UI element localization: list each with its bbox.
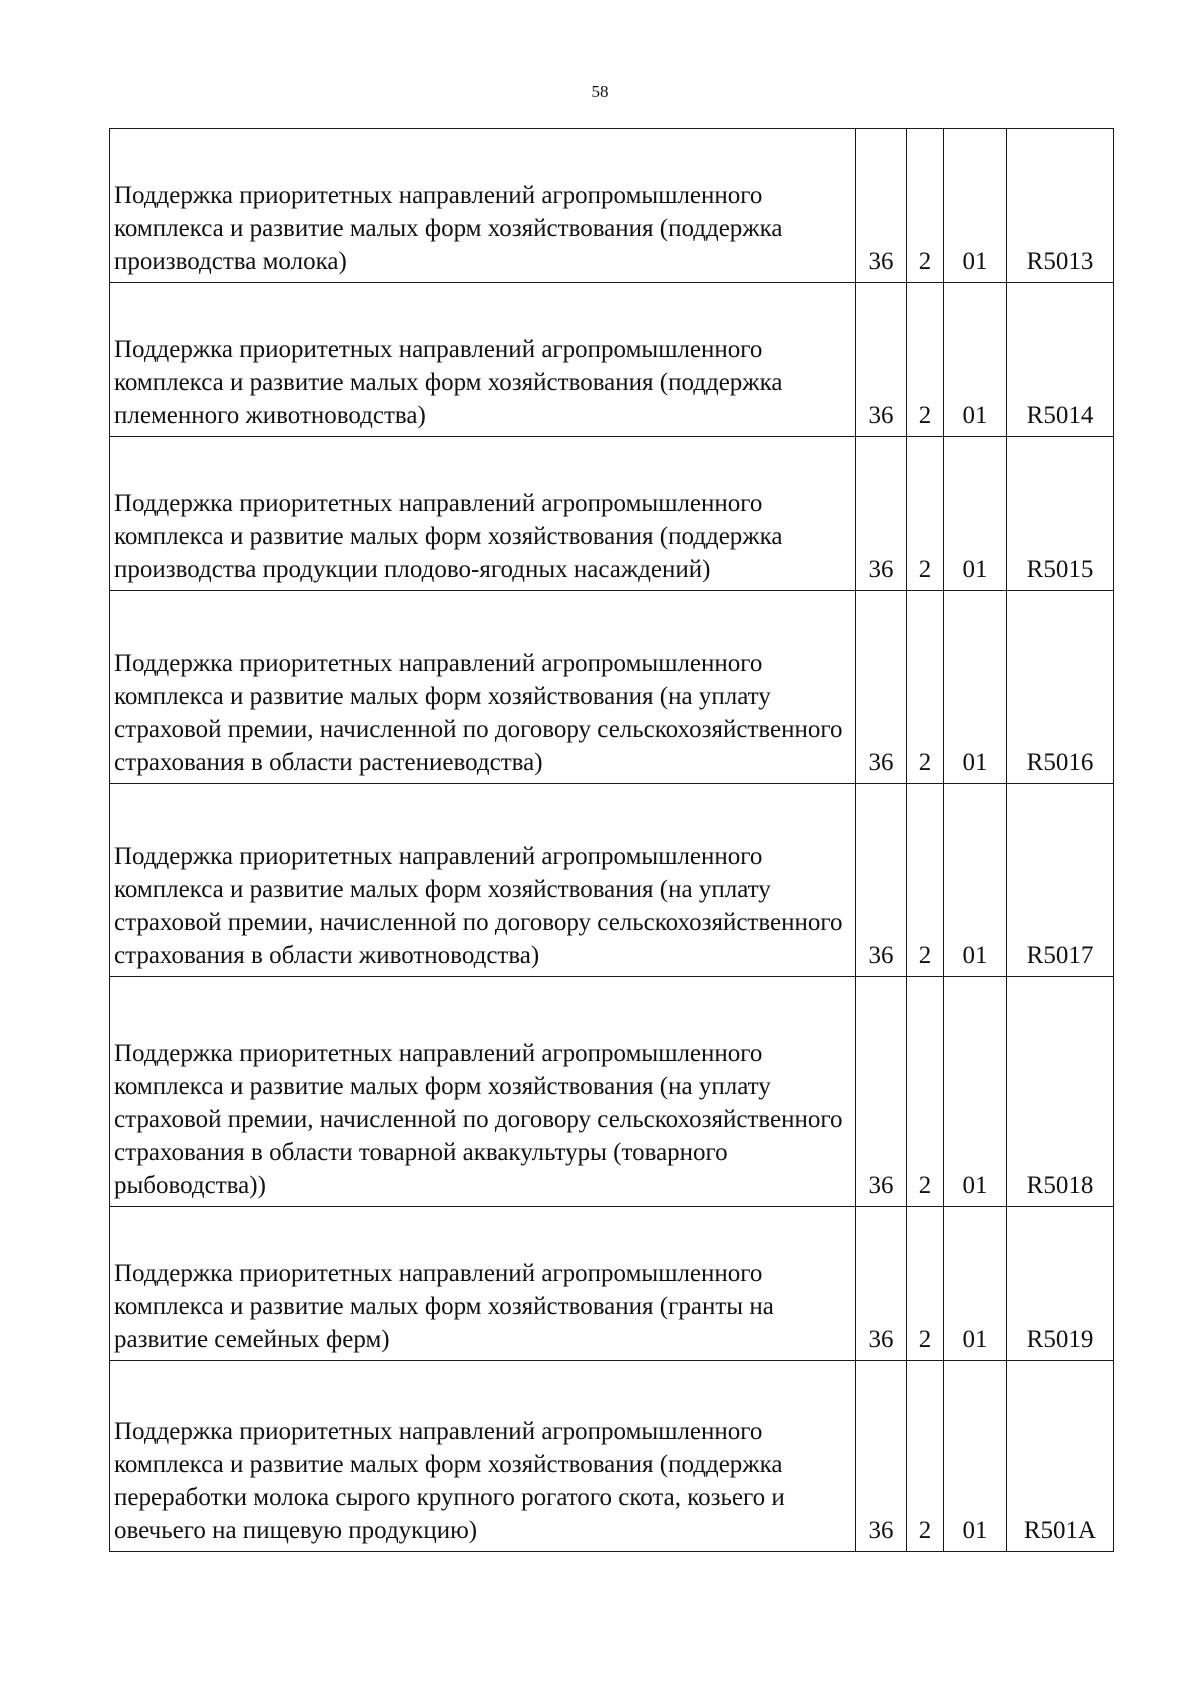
- subprogram-code: 2: [907, 977, 944, 1207]
- table-row: [110, 1361, 1114, 1552]
- ministry-code: 36: [856, 437, 907, 591]
- table-row: [110, 283, 1114, 437]
- program-name: Поддержка приоритетных направлений агропромышленного комплекса и развитие малых форм хозяйствования (на уплату страховой премии, начисленной по договору сельскохозяйственного страхования в области товарной аквакультуры (товарного рыбоводства)): [110, 977, 856, 1207]
- event-code: 01: [944, 977, 1007, 1207]
- ministry-code: 36: [856, 283, 907, 437]
- direction-code: R5014: [1007, 283, 1114, 437]
- subprogram-code: 2: [907, 283, 944, 437]
- direction-code: R5016: [1007, 591, 1114, 784]
- subprogram-code: 2: [907, 784, 944, 977]
- event-code: 01: [944, 283, 1007, 437]
- direction-code: R5013: [1007, 129, 1114, 283]
- ministry-code: 36: [856, 1361, 907, 1552]
- direction-code: R5015: [1007, 437, 1114, 591]
- program-name: Поддержка приоритетных направлений агропромышленного комплекса и развитие малых форм хозяйствования (поддержка племенного животноводства): [110, 283, 856, 437]
- subprogram-code: 2: [907, 437, 944, 591]
- subprogram-code: 2: [907, 591, 944, 784]
- ministry-code: 36: [856, 591, 907, 784]
- table-row: [110, 591, 1114, 784]
- event-code: 01: [944, 437, 1007, 591]
- ministry-code: 36: [856, 1207, 907, 1361]
- table-row: [110, 977, 1114, 1207]
- event-code: 01: [944, 784, 1007, 977]
- event-code: 01: [944, 591, 1007, 784]
- program-name: Поддержка приоритетных направлений агропромышленного комплекса и развитие малых форм хозяйствования (гранты на развитие семейных ферм): [110, 1207, 856, 1361]
- direction-code: R501A: [1007, 1361, 1114, 1552]
- event-code: 01: [944, 129, 1007, 283]
- direction-code: R5019: [1007, 1207, 1114, 1361]
- subprogram-code: 2: [907, 1361, 944, 1552]
- program-name: Поддержка приоритетных направлений агропромышленного комплекса и развитие малых форм хозяйствования (поддержка производства молока): [110, 129, 856, 283]
- event-code: 01: [944, 1207, 1007, 1361]
- program-name: Поддержка приоритетных направлений агропромышленного комплекса и развитие малых форм хозяйствования (поддержка переработки молока сырого крупного рогатого скота, козьего и овечьего на пищевую продукцию): [110, 1361, 856, 1552]
- page-number: 58: [591, 82, 609, 101]
- program-name: Поддержка приоритетных направлений агропромышленного комплекса и развитие малых форм хозяйствования (поддержка производства продукции плодово-ягодных насаждений): [110, 437, 856, 591]
- ministry-code: 36: [856, 977, 907, 1207]
- direction-code: R5017: [1007, 784, 1114, 977]
- event-code: 01: [944, 1361, 1007, 1552]
- program-name: Поддержка приоритетных направлений агропромышленного комплекса и развитие малых форм хозяйствования (на уплату страховой премии, начисленной по договору сельскохозяйственного страхования в области животноводства): [110, 784, 856, 977]
- ministry-code: 36: [856, 129, 907, 283]
- budget-table: [109, 128, 1114, 1552]
- subprogram-code: 2: [907, 1207, 944, 1361]
- subprogram-code: 2: [907, 129, 944, 283]
- table-row: [110, 784, 1114, 977]
- table-row: [110, 129, 1114, 283]
- program-name: Поддержка приоритетных направлений агропромышленного комплекса и развитие малых форм хозяйствования (на уплату страховой премии, начисленной по договору сельскохозяйственного страхования в области растениеводства): [110, 591, 856, 784]
- table-row: [110, 437, 1114, 591]
- ministry-code: 36: [856, 784, 907, 977]
- table-row: [110, 1207, 1114, 1361]
- direction-code: R5018: [1007, 977, 1114, 1207]
